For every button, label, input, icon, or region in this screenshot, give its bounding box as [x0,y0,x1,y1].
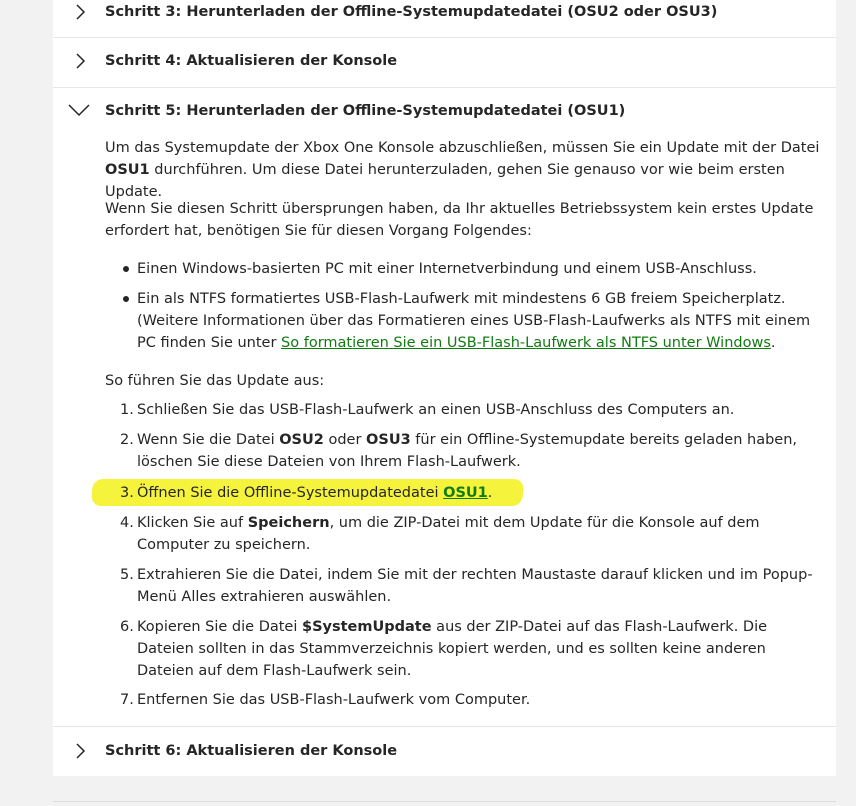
step3-title: Schritt 3: Herunterladen der Offline-Systemupdatedatei (OSU2 oder OSU3) [105,4,718,20]
chevron-right-icon [71,742,89,760]
osu1-download-link[interactable]: OSU1 [443,485,488,501]
step5-skipped-note: Wenn Sie diesen Schritt übersprungen haben, da Ihr aktuelles Betriebssystem kein erstes Update erfordert hat, benötigen Sie für diesen Vorgang Folgendes: [105,201,814,239]
accordion-card: Schritt 3: Herunterladen der Offline-Systemupdatedatei (OSU2 oder OSU3) Schritt 4: Aktualisieren der Konsole Schritt 5: Herunterladen der Offline-Systemupdatedatei (OSU1) Um das Systemupdate der Xbox One Konsole abzuschließen, müssen Sie ein Update mit der Datei OSU1 durchführen. Um diese Datei herunterzuladen, gehen Sie genauso vor wie beim ersten Update. Wenn Sie diesen Schritt übersprungen haben, da Ihr aktuelles Betriebssystem kein erstes Update erfordert hat, benötigen Sie für diesen Vorgang Folgendes: Einen Windows-basierten PC mit einer Internetverbindung und einem USB-Anschluss. Ein als NTFS formatiertes USB-Flash-Laufwerk mit mindestens 6 GB freiem Speicherplatz. (Weitere Informationen über das Formatieren eines USB-Flash-Laufwerks als NTFS mit einem PC finden Sie unter So formatieren Sie ein USB-Flash-Laufwerk als NTFS unter Windows. So führen Sie das Update aus: 1. Schließen Sie das USB-Flash-Laufwerk an einen USB-Anschluss des Computers an. 2. Wenn Sie die Datei OSU2 oder OSU3 für ein Offline-Systemupdate bereits geladen haben, löschen Sie diese Dateien von Ihrem Flash-Laufwerk. 3. Öffnen Sie die Offline-Systemupdatedatei OSU1. 4. Klicken Sie auf Speichern, um die ZIP-Datei mit dem Update für die Konsole auf dem Computer zu speichern. 5. Extrahieren Sie die Datei, indem Sie mit der rechten Maustaste darauf klicken und im Popup-Menü Alles extrahieren auswählen. 6. Kopieren Sie die Datei $SystemUpdate aus der ZIP-Datei auf das Flash-Laufwerk. Die Dateien sollten in das Stammverzeichnis kopiert werden, und es sollten keine anderen Dateien auf dem Flash-Laufwerk sein. 7. Entfernen Sie das USB-Flash-Laufwerk vom Computer. Schritt 6: Aktualisieren der Konsole [53,0,836,776]
chevron-right-icon [71,3,89,21]
chevron-right-icon [71,52,89,70]
howto-label: So führen Sie das Update aus: [105,373,325,389]
step6-title: Schritt 6: Aktualisieren der Konsole [105,743,398,759]
divider [53,801,836,802]
ntfs-format-link[interactable]: So formatieren Sie ein USB-Flash-Laufwerk als NTFS unter Windows [281,335,771,351]
step5-title: Schritt 5: Herunterladen der Offline-Systemupdatedatei (OSU1) [105,103,626,119]
chevron-down-icon [68,103,86,121]
bullet-icon [123,266,129,272]
accordion-step4-header[interactable] [53,38,836,88]
accordion-step6-header[interactable] [53,727,836,776]
step4-title: Schritt 4: Aktualisieren der Konsole [105,53,398,69]
accordion-step3-header[interactable] [53,0,836,38]
bullet-icon [123,296,129,302]
accordion-step5-header[interactable] [53,88,836,138]
step5-intro: Um das Systemupdate der Xbox One Konsole abzuschließen, müssen Sie ein Update mit der Datei OSU1 durchführen. Um diese Datei herunterzuladen, gehen Sie genauso vor wie beim ersten Update. [105,140,820,200]
